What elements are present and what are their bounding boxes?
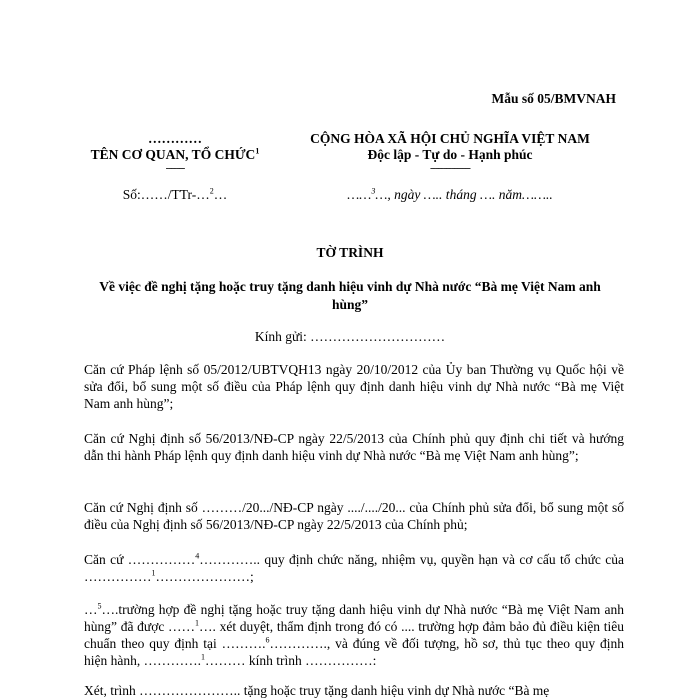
paragraph-legal-basis-3: Căn cứ Nghị định số ………/20.../NĐ-CP ngày ..../..../20... của Chính phủ sửa đổi, bổ sung một số điều của Nghị định số 56/2013/NĐ-CP ngày 22/5/2013 của Chính phủ; <box>84 500 624 532</box>
text-run: … <box>84 602 98 617</box>
paragraph-legal-basis-1: Căn cứ Pháp lệnh số 05/2012/UBTVQH13 ngày 20/10/2012 của Ủy ban Thường vụ Quốc hội về sửa đổi, bổ sung một số điều của Pháp lệnh quy định danh hiệu vinh dự Nhà nước “Bà mẹ Việt Nam anh hùng”; <box>84 362 624 411</box>
text-run: ……… kính trình ……………: <box>205 653 377 668</box>
document-number-prefix: Số:……/TTr-… <box>122 187 210 202</box>
org-dots: ………… <box>148 131 202 146</box>
text-run: Căn cứ …………… <box>84 552 196 567</box>
footnote-ref: 3 <box>371 186 376 196</box>
text-run: …………………; <box>155 569 254 584</box>
org-divider: ------- <box>165 162 185 174</box>
footnote-ref: 2 <box>209 186 214 196</box>
paragraph-legal-basis-4 <box>84 551 624 585</box>
text-run: …. xét duyệt, thẩm định trong đó có .... trường hợp đảm bảo đủ điều kiện tiêu chuẩn theo quy định tại ………. <box>84 619 624 651</box>
footnote-ref: 1 <box>151 568 156 578</box>
org-name-line <box>70 147 280 163</box>
document-number <box>70 187 280 203</box>
paragraph-review <box>84 601 624 669</box>
document-number-suffix: … <box>213 187 228 202</box>
recipient-line: Kính gửi: ………………………… <box>254 329 446 344</box>
header-organization <box>70 131 280 174</box>
footnote-ref: 4 <box>195 551 200 561</box>
text-run: ………….. quy định chức năng, nhiệm vụ, quyền hạn và cơ cấu tổ chức của …………… <box>84 552 624 584</box>
footnote-ref: 5 <box>97 601 102 611</box>
national-motto: Độc lập - Tự do - Hạnh phúc <box>367 147 533 162</box>
country-name: CỘNG HÒA XÃ HỘI CHỦ NGHĨA VIỆT NAM <box>310 131 590 146</box>
paragraph-legal-basis-2: Căn cứ Nghị định số 56/2013/NĐ-CP ngày 22/5/2013 của Chính phủ quy định chi tiết và hướng dẫn thi hành Pháp lệnh quy định danh hiệu vinh dự Nhà nước “Bà mẹ Việt Nam anh hùng”; <box>84 431 624 463</box>
date-text: …, ngày ….. tháng …. năm…….. <box>375 187 553 202</box>
footnote-ref: 6 <box>265 635 270 645</box>
paragraph-proposal: Xét, trình ………………….. tặng hoặc truy tặng danh hiệu vinh dự Nhà nước “Bà mẹ <box>84 683 550 698</box>
org-name: TÊN CƠ QUAN, TỔ CHỨC <box>90 147 256 162</box>
document-subject: Về việc đề nghị tặng hoặc truy tặng danh hiệu vinh dự Nhà nước “Bà mẹ Việt Nam anh hùng” <box>99 279 601 312</box>
footnote-ref: 1 <box>255 146 260 156</box>
motto-divider: --------------- <box>430 162 470 174</box>
footnote-ref: 1 <box>195 618 200 628</box>
date-place: …… <box>347 187 372 202</box>
form-code: Mẫu số 05/BMVNAH <box>491 91 616 106</box>
footnote-ref: 1 <box>201 652 205 662</box>
text-run: …………., và đúng về đối tượng, hồ sơ, thủ tục theo quy định hiện hành, …………. <box>84 636 624 668</box>
document-title: TỜ TRÌNH <box>316 245 384 260</box>
date-line <box>270 187 630 203</box>
text-run: ….trường hợp đề nghị tặng hoặc truy tặng danh hiệu vinh dự Nhà nước “Bà mẹ Việt Nam anh hùng” đã được …… <box>84 602 624 634</box>
header-national <box>270 131 630 174</box>
